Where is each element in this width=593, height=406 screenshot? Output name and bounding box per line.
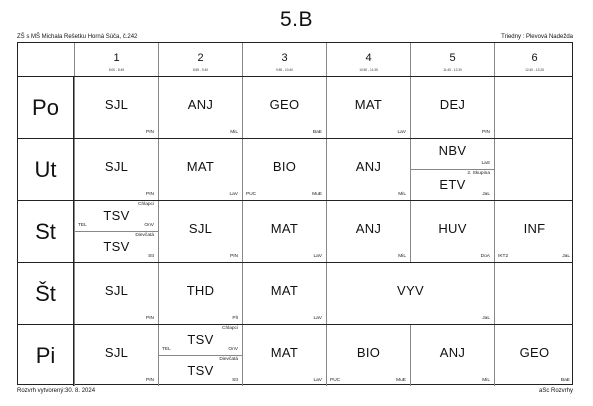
period-number: 4 <box>365 52 372 64</box>
lesson-group-top[interactable] <box>159 325 242 356</box>
lesson-group-top[interactable] <box>75 201 158 232</box>
period-header <box>74 43 158 76</box>
group-label: Chlapci <box>138 202 154 207</box>
period-number: 2 <box>197 52 204 64</box>
subject: DEJ <box>439 97 466 112</box>
lesson-cell[interactable] <box>326 139 410 200</box>
period-number: 3 <box>281 52 288 64</box>
day-row-st2 <box>18 262 572 324</box>
lesson-cell[interactable] <box>158 263 242 324</box>
day-row-pi <box>18 324 572 386</box>
teacher-code: StI <box>232 378 238 383</box>
subject: SJL <box>188 221 213 236</box>
room-code: PUC <box>330 378 341 383</box>
period-time: 11:45 - 12:30 <box>443 68 462 72</box>
day-label: St <box>18 201 74 262</box>
class-title: 5.B <box>279 8 314 31</box>
room-code: IKT2 <box>498 254 509 259</box>
subject: THD <box>186 283 215 298</box>
subject: HUV <box>438 221 467 236</box>
teacher-code: LaV <box>397 130 406 135</box>
subject: SJL <box>104 345 129 360</box>
teacher-code: JaL <box>482 192 490 197</box>
lesson-cell[interactable] <box>74 263 158 324</box>
teacher-code: BaE <box>560 378 570 383</box>
lesson-group-bottom[interactable] <box>159 356 242 387</box>
class-teacher: Triedny : Plevová Nadežda <box>501 34 573 40</box>
period-time: 12:40 - 13:25 <box>525 68 544 72</box>
subject: GEO <box>269 97 300 112</box>
period-header <box>158 43 242 76</box>
lesson-group-bottom[interactable] <box>75 232 158 263</box>
lesson-cell[interactable] <box>410 201 494 262</box>
teacher-code: LaV <box>229 192 238 197</box>
day-label: Ut <box>18 139 74 200</box>
created-date: Rozvrh vytvorený:30. 8. 2024 <box>17 388 96 394</box>
split-lesson-cell[interactable] <box>74 201 158 262</box>
lesson-cell[interactable] <box>242 263 326 324</box>
day-row-po <box>18 76 572 138</box>
teacher-code: PIN <box>146 192 154 197</box>
teacher-code: MiL <box>230 130 238 135</box>
lesson-cell[interactable] <box>158 201 242 262</box>
school-name: ZŠ s MŠ Michala Rešetku Horná Súča, č.242 <box>17 34 138 40</box>
teacher-code: LaS <box>481 160 490 166</box>
period-time: 8:55 - 9:40 <box>192 68 209 72</box>
lesson-cell-double[interactable] <box>326 263 494 324</box>
room-code: PUC <box>246 192 257 197</box>
lesson-cell[interactable] <box>494 201 574 262</box>
period-number: 5 <box>449 52 456 64</box>
subject: NBV <box>438 143 467 158</box>
period-number: 1 <box>113 52 120 64</box>
period-time: 8:00 - 8:45 <box>108 68 125 72</box>
period-header-row <box>18 43 572 76</box>
room-code: TEL <box>78 222 87 228</box>
lesson-cell[interactable] <box>158 77 242 138</box>
split-lesson-cell[interactable] <box>410 139 494 200</box>
teacher-code: MuE <box>312 192 322 197</box>
teacher-code: PIN <box>482 130 490 135</box>
subject: BIO <box>356 345 381 360</box>
period-number: 6 <box>531 52 538 64</box>
subject: TSV <box>103 208 130 223</box>
teacher-code: JaL <box>482 316 490 321</box>
day-label: Po <box>18 77 74 138</box>
group-label: Chlapci <box>222 326 238 331</box>
lesson-cell[interactable] <box>74 77 158 138</box>
lesson-group-bottom[interactable] <box>411 170 494 201</box>
subject: MAT <box>270 345 299 360</box>
corner-cell <box>18 43 74 76</box>
split-lesson-cell[interactable] <box>158 325 242 386</box>
subject: ANJ <box>355 159 382 174</box>
teacher-code: PIN <box>146 316 154 321</box>
subject: TSV <box>187 332 214 347</box>
empty-cell <box>494 139 574 200</box>
teacher-code: MuE <box>396 378 406 383</box>
subject: SJL <box>104 97 129 112</box>
period-time: 10:50 - 11:35 <box>359 68 378 72</box>
period-header <box>242 43 326 76</box>
subject: BIO <box>272 159 297 174</box>
subject: ANJ <box>355 221 382 236</box>
subject: SJL <box>104 159 129 174</box>
day-label: Št <box>18 263 74 324</box>
subject: TSV <box>103 238 130 254</box>
day-row-ut <box>18 138 572 200</box>
teacher-code: OnV <box>228 346 238 352</box>
teacher-code: JaL <box>562 254 570 259</box>
teacher-code: LaV <box>313 254 322 259</box>
subject: ANJ <box>187 97 214 112</box>
period-header <box>410 43 494 76</box>
subject: INF <box>523 221 546 236</box>
subject: MAT <box>270 283 299 298</box>
teacher-code: LaV <box>313 378 322 383</box>
timetable-grid <box>17 42 573 385</box>
subject: ANJ <box>439 345 466 360</box>
subject: ETV <box>439 176 466 192</box>
teacher-code: DoA <box>480 254 490 259</box>
teacher-code: BaE <box>312 130 322 135</box>
lesson-cell[interactable] <box>242 325 326 386</box>
period-time: 9:55 - 10:40 <box>275 68 293 72</box>
teacher-code: LaV <box>313 316 322 321</box>
subject: TSV <box>187 362 214 378</box>
subject: MAT <box>186 159 215 174</box>
teacher-code: StI <box>148 254 154 259</box>
teacher-code: PlI <box>232 316 238 321</box>
lesson-cell[interactable] <box>410 325 494 386</box>
subject: MAT <box>354 97 383 112</box>
lesson-cell[interactable] <box>242 77 326 138</box>
teacher-code: PIN <box>230 254 238 259</box>
lesson-cell[interactable] <box>326 201 410 262</box>
teacher-code: PIN <box>146 378 154 383</box>
lesson-cell[interactable] <box>326 325 410 386</box>
group-label: 2. Skupina <box>467 170 490 176</box>
group-label: Dievčatá <box>135 232 154 238</box>
teacher-code: OnV <box>144 222 154 228</box>
lesson-cell[interactable] <box>74 325 158 386</box>
period-header <box>326 43 410 76</box>
lesson-group-top[interactable] <box>411 139 494 170</box>
subject: GEO <box>519 345 550 360</box>
empty-cell <box>494 77 574 138</box>
software-credit: aSc Rozvrhy <box>538 388 573 394</box>
lesson-cell[interactable] <box>242 201 326 262</box>
teacher-code: PIN <box>146 130 154 135</box>
teacher-code: MiL <box>398 254 406 259</box>
teacher-code: MiL <box>398 192 406 197</box>
lesson-cell[interactable] <box>494 325 574 386</box>
lesson-cell[interactable] <box>242 139 326 200</box>
room-code: TEL <box>162 346 171 352</box>
subject: MAT <box>270 221 299 236</box>
period-header <box>494 43 574 76</box>
lesson-cell[interactable] <box>410 77 494 138</box>
day-row-st <box>18 200 572 262</box>
lesson-cell[interactable] <box>158 139 242 200</box>
empty-cell <box>494 263 574 324</box>
group-label: Dievčatá <box>219 356 238 362</box>
subject: SJL <box>104 283 129 298</box>
subject: VYV <box>397 283 424 298</box>
day-label: Pi <box>18 325 74 386</box>
lesson-cell[interactable] <box>326 77 410 138</box>
teacher-code: MiL <box>482 378 490 383</box>
lesson-cell[interactable] <box>74 139 158 200</box>
